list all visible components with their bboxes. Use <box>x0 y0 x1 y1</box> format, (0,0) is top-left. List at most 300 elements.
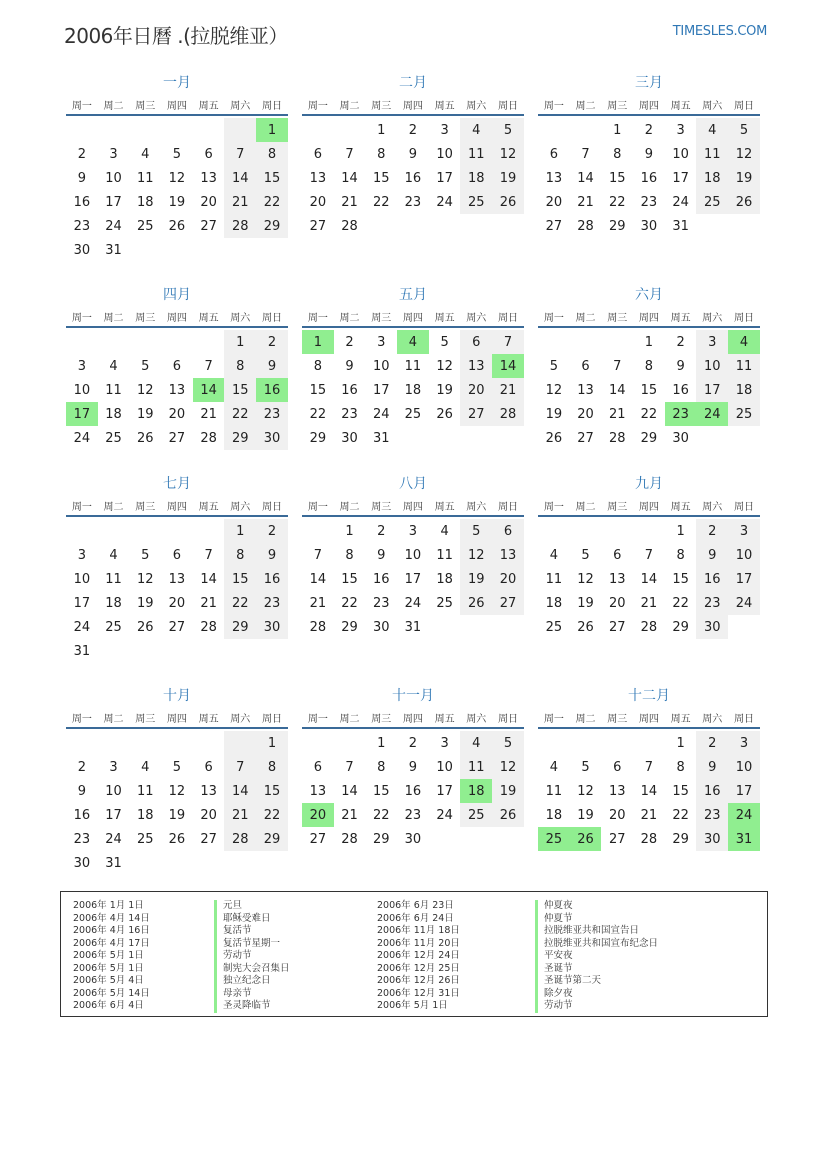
day-cell[interactable]: 2 <box>644 122 654 138</box>
day-cell[interactable]: 22 <box>256 803 288 827</box>
day-cell[interactable]: 5 <box>581 759 590 775</box>
day-cell[interactable]: 8 <box>613 146 622 162</box>
day-cell[interactable]: 2 <box>676 334 685 350</box>
day-cell[interactable]: 24 <box>73 430 91 446</box>
day-cell[interactable]: 18 <box>105 406 122 422</box>
day-cell[interactable]: 3 <box>728 731 760 755</box>
day-cell[interactable]: 27 <box>492 591 524 615</box>
day-cell[interactable]: 28 <box>341 218 358 234</box>
day-cell[interactable]: 13 <box>492 543 524 567</box>
day-cell[interactable]: 11 <box>460 142 492 166</box>
day-cell[interactable]: 9 <box>256 543 288 567</box>
day-cell[interactable]: 23 <box>696 803 728 827</box>
day-cell[interactable]: 11 <box>404 358 422 374</box>
day-cell[interactable]: 15 <box>672 783 689 799</box>
day-cell[interactable]: 15 <box>372 170 390 186</box>
day-cell[interactable]: 27 <box>309 218 327 234</box>
day-cell[interactable]: 7 <box>581 146 590 162</box>
day-cell[interactable]: 11 <box>136 170 154 186</box>
day-cell[interactable]: 27 <box>577 430 594 446</box>
day-cell[interactable]: 15 <box>256 779 288 803</box>
day-cell[interactable]: 9 <box>345 358 354 374</box>
day-cell[interactable]: 2 <box>256 519 288 543</box>
day-cell[interactable]: 4 <box>141 759 150 775</box>
day-cell[interactable]: 9 <box>408 146 418 162</box>
day-cell[interactable]: 25 <box>728 402 760 426</box>
day-cell[interactable]: 8 <box>676 759 685 775</box>
day-cell[interactable]: 30 <box>672 430 689 446</box>
day-cell[interactable]: 31 <box>105 855 122 871</box>
day-cell[interactable]: 30 <box>696 827 728 851</box>
day-cell[interactable]: 1 <box>224 330 256 354</box>
day-cell[interactable]: 6 <box>172 547 182 563</box>
day-cell[interactable]: 4 <box>460 731 492 755</box>
day-cell[interactable]: 18 <box>460 166 492 190</box>
day-cell[interactable]: 12 <box>136 571 154 587</box>
day-cell[interactable]: 20 <box>200 807 217 823</box>
day-cell[interactable]: 12 <box>460 543 492 567</box>
day-cell[interactable]: 12 <box>136 382 154 398</box>
day-cell[interactable]: 26 <box>168 831 186 847</box>
day-cell[interactable]: 12 <box>436 358 453 374</box>
day-cell[interactable]: 17 <box>696 378 728 402</box>
day-cell[interactable]: 17 <box>436 170 453 186</box>
day-cell[interactable]: 6 <box>460 330 492 354</box>
day-cell[interactable]: 22 <box>341 595 358 611</box>
day-cell[interactable]: 29 <box>224 426 256 450</box>
day-cell[interactable]: 15 <box>256 166 288 190</box>
holiday-day-cell[interactable]: 16 <box>256 378 288 402</box>
holiday-day-cell[interactable]: 14 <box>193 378 225 402</box>
day-cell[interactable]: 13 <box>200 170 217 186</box>
day-cell[interactable]: 11 <box>545 783 563 799</box>
day-cell[interactable]: 5 <box>141 358 150 374</box>
day-cell[interactable]: 12 <box>492 755 524 779</box>
day-cell[interactable]: 21 <box>640 595 658 611</box>
day-cell[interactable]: 12 <box>577 571 594 587</box>
day-cell[interactable]: 22 <box>372 807 390 823</box>
day-cell[interactable]: 6 <box>172 358 182 374</box>
day-cell[interactable]: 29 <box>224 615 256 639</box>
day-cell[interactable]: 9 <box>256 354 288 378</box>
day-cell[interactable]: 26 <box>168 218 186 234</box>
day-cell[interactable]: 19 <box>728 166 760 190</box>
day-cell[interactable]: 13 <box>460 354 492 378</box>
day-cell[interactable]: 9 <box>77 170 86 186</box>
day-cell[interactable]: 23 <box>640 194 658 210</box>
day-cell[interactable]: 7 <box>613 358 622 374</box>
day-cell[interactable]: 15 <box>608 170 626 186</box>
day-cell[interactable]: 27 <box>608 831 626 847</box>
day-cell[interactable]: 19 <box>492 166 524 190</box>
day-cell[interactable]: 25 <box>460 803 492 827</box>
day-cell[interactable]: 31 <box>105 242 122 258</box>
day-cell[interactable]: 10 <box>105 783 122 799</box>
day-cell[interactable]: 1 <box>613 122 622 138</box>
day-cell[interactable]: 14 <box>224 166 256 190</box>
day-cell[interactable]: 6 <box>313 759 322 775</box>
day-cell[interactable]: 28 <box>492 402 524 426</box>
day-cell[interactable]: 17 <box>728 567 760 591</box>
day-cell[interactable]: 1 <box>676 735 685 751</box>
day-cell[interactable]: 29 <box>608 218 626 234</box>
day-cell[interactable]: 13 <box>577 382 594 398</box>
day-cell[interactable]: 31 <box>372 430 390 446</box>
day-cell[interactable]: 27 <box>309 831 327 847</box>
day-cell[interactable]: 21 <box>608 406 626 422</box>
day-cell[interactable]: 17 <box>372 382 390 398</box>
day-cell[interactable]: 30 <box>73 242 91 258</box>
day-cell[interactable]: 25 <box>696 190 728 214</box>
day-cell[interactable]: 20 <box>168 595 186 611</box>
day-cell[interactable]: 28 <box>608 430 626 446</box>
day-cell[interactable]: 29 <box>672 619 689 635</box>
day-cell[interactable]: 11 <box>105 382 122 398</box>
day-cell[interactable]: 15 <box>640 382 658 398</box>
day-cell[interactable]: 25 <box>436 595 453 611</box>
holiday-day-cell[interactable]: 18 <box>460 779 492 803</box>
day-cell[interactable]: 28 <box>341 831 358 847</box>
day-cell[interactable]: 21 <box>224 803 256 827</box>
day-cell[interactable]: 7 <box>204 358 213 374</box>
day-cell[interactable]: 22 <box>608 194 626 210</box>
day-cell[interactable]: 28 <box>309 619 327 635</box>
day-cell[interactable]: 2 <box>377 523 386 539</box>
holiday-day-cell[interactable]: 1 <box>302 330 334 354</box>
day-cell[interactable]: 7 <box>644 759 654 775</box>
day-cell[interactable]: 27 <box>200 218 217 234</box>
day-cell[interactable]: 7 <box>224 142 256 166</box>
day-cell[interactable]: 25 <box>136 831 154 847</box>
day-cell[interactable]: 26 <box>136 619 154 635</box>
day-cell[interactable]: 22 <box>309 406 327 422</box>
day-cell[interactable]: 14 <box>309 571 327 587</box>
day-cell[interactable]: 19 <box>168 194 186 210</box>
day-cell[interactable]: 14 <box>640 571 658 587</box>
day-cell[interactable]: 13 <box>168 382 186 398</box>
day-cell[interactable]: 11 <box>436 547 453 563</box>
day-cell[interactable]: 8 <box>377 759 386 775</box>
day-cell[interactable]: 10 <box>73 382 91 398</box>
day-cell[interactable]: 28 <box>200 430 217 446</box>
day-cell[interactable]: 23 <box>73 218 91 234</box>
day-cell[interactable]: 24 <box>672 194 689 210</box>
day-cell[interactable]: 8 <box>256 755 288 779</box>
day-cell[interactable]: 13 <box>200 783 217 799</box>
day-cell[interactable]: 26 <box>436 406 453 422</box>
day-cell[interactable]: 29 <box>341 619 358 635</box>
day-cell[interactable]: 22 <box>640 406 658 422</box>
day-cell[interactable]: 28 <box>640 619 658 635</box>
holiday-day-cell[interactable]: 14 <box>492 354 524 378</box>
day-cell[interactable]: 3 <box>440 122 449 138</box>
day-cell[interactable]: 22 <box>256 190 288 214</box>
day-cell[interactable]: 21 <box>224 190 256 214</box>
day-cell[interactable]: 21 <box>492 378 524 402</box>
day-cell[interactable]: 17 <box>73 595 91 611</box>
day-cell[interactable]: 21 <box>341 194 358 210</box>
day-cell[interactable]: 1 <box>345 523 354 539</box>
day-cell[interactable]: 27 <box>545 218 563 234</box>
day-cell[interactable]: 17 <box>404 571 422 587</box>
day-cell[interactable]: 20 <box>200 194 217 210</box>
day-cell[interactable]: 7 <box>204 547 213 563</box>
day-cell[interactable]: 31 <box>672 218 689 234</box>
day-cell[interactable]: 5 <box>440 334 449 350</box>
holiday-day-cell[interactable]: 31 <box>728 827 760 851</box>
day-cell[interactable]: 15 <box>341 571 358 587</box>
day-cell[interactable]: 26 <box>545 430 563 446</box>
day-cell[interactable]: 3 <box>440 735 449 751</box>
day-cell[interactable]: 23 <box>341 406 358 422</box>
day-cell[interactable]: 6 <box>492 519 524 543</box>
day-cell[interactable]: 21 <box>200 406 217 422</box>
day-cell[interactable]: 13 <box>608 783 626 799</box>
day-cell[interactable]: 16 <box>404 783 422 799</box>
day-cell[interactable]: 12 <box>728 142 760 166</box>
day-cell[interactable]: 7 <box>644 547 654 563</box>
day-cell[interactable]: 1 <box>377 735 386 751</box>
day-cell[interactable]: 14 <box>577 170 594 186</box>
day-cell[interactable]: 23 <box>404 807 422 823</box>
day-cell[interactable]: 3 <box>77 547 86 563</box>
day-cell[interactable]: 28 <box>224 214 256 238</box>
day-cell[interactable]: 7 <box>492 330 524 354</box>
day-cell[interactable]: 4 <box>696 118 728 142</box>
day-cell[interactable]: 10 <box>372 358 390 374</box>
day-cell[interactable]: 6 <box>204 759 213 775</box>
site-logo[interactable]: TIMESLES.COM <box>672 24 767 39</box>
day-cell[interactable]: 8 <box>644 358 654 374</box>
day-cell[interactable]: 1 <box>377 122 386 138</box>
day-cell[interactable]: 20 <box>608 807 626 823</box>
day-cell[interactable]: 10 <box>436 759 453 775</box>
day-cell[interactable]: 4 <box>109 547 118 563</box>
day-cell[interactable]: 6 <box>581 358 590 374</box>
day-cell[interactable]: 5 <box>728 118 760 142</box>
day-cell[interactable]: 8 <box>676 547 685 563</box>
holiday-day-cell[interactable]: 17 <box>66 402 98 426</box>
day-cell[interactable]: 3 <box>676 122 685 138</box>
day-cell[interactable]: 10 <box>696 354 728 378</box>
day-cell[interactable]: 15 <box>224 567 256 591</box>
day-cell[interactable]: 12 <box>545 382 563 398</box>
day-cell[interactable]: 3 <box>408 523 418 539</box>
day-cell[interactable]: 13 <box>168 571 186 587</box>
day-cell[interactable]: 10 <box>436 146 453 162</box>
day-cell[interactable]: 30 <box>696 615 728 639</box>
day-cell[interactable]: 5 <box>492 731 524 755</box>
day-cell[interactable]: 18 <box>545 595 563 611</box>
day-cell[interactable]: 11 <box>105 571 122 587</box>
day-cell[interactable]: 16 <box>640 170 658 186</box>
day-cell[interactable]: 27 <box>200 831 217 847</box>
day-cell[interactable]: 16 <box>73 194 91 210</box>
day-cell[interactable]: 8 <box>256 142 288 166</box>
day-cell[interactable]: 15 <box>224 378 256 402</box>
day-cell[interactable]: 27 <box>168 619 186 635</box>
day-cell[interactable]: 24 <box>436 807 453 823</box>
day-cell[interactable]: 22 <box>372 194 390 210</box>
day-cell[interactable]: 29 <box>256 214 288 238</box>
day-cell[interactable]: 13 <box>309 783 327 799</box>
day-cell[interactable]: 20 <box>309 194 327 210</box>
day-cell[interactable]: 20 <box>460 378 492 402</box>
day-cell[interactable]: 5 <box>581 547 590 563</box>
day-cell[interactable]: 6 <box>204 146 213 162</box>
day-cell[interactable]: 11 <box>136 783 154 799</box>
day-cell[interactable]: 30 <box>341 430 358 446</box>
day-cell[interactable]: 26 <box>460 591 492 615</box>
day-cell[interactable]: 24 <box>436 194 453 210</box>
day-cell[interactable]: 21 <box>200 595 217 611</box>
day-cell[interactable]: 15 <box>672 571 689 587</box>
day-cell[interactable]: 24 <box>728 591 760 615</box>
day-cell[interactable]: 27 <box>168 430 186 446</box>
day-cell[interactable]: 6 <box>613 547 622 563</box>
day-cell[interactable]: 19 <box>168 807 186 823</box>
day-cell[interactable]: 29 <box>309 430 327 446</box>
day-cell[interactable]: 5 <box>460 519 492 543</box>
day-cell[interactable]: 4 <box>460 118 492 142</box>
day-cell[interactable]: 2 <box>345 334 354 350</box>
day-cell[interactable]: 14 <box>640 783 658 799</box>
day-cell[interactable]: 28 <box>577 218 594 234</box>
day-cell[interactable]: 29 <box>672 831 689 847</box>
day-cell[interactable]: 14 <box>341 170 358 186</box>
day-cell[interactable]: 30 <box>256 426 288 450</box>
day-cell[interactable]: 8 <box>224 543 256 567</box>
day-cell[interactable]: 16 <box>696 567 728 591</box>
day-cell[interactable]: 28 <box>640 831 658 847</box>
day-cell[interactable]: 19 <box>492 779 524 803</box>
day-cell[interactable]: 9 <box>676 358 685 374</box>
day-cell[interactable]: 12 <box>168 783 186 799</box>
day-cell[interactable]: 4 <box>141 146 150 162</box>
day-cell[interactable]: 13 <box>545 170 563 186</box>
day-cell[interactable]: 4 <box>109 358 118 374</box>
day-cell[interactable]: 1 <box>256 731 288 755</box>
day-cell[interactable]: 17 <box>105 807 122 823</box>
day-cell[interactable]: 21 <box>577 194 594 210</box>
day-cell[interactable]: 25 <box>136 218 154 234</box>
day-cell[interactable]: 26 <box>136 430 154 446</box>
day-cell[interactable]: 30 <box>640 218 658 234</box>
day-cell[interactable]: 25 <box>545 619 563 635</box>
day-cell[interactable]: 11 <box>545 571 563 587</box>
day-cell[interactable]: 18 <box>136 194 154 210</box>
day-cell[interactable]: 19 <box>577 807 594 823</box>
day-cell[interactable]: 24 <box>404 595 422 611</box>
day-cell[interactable]: 23 <box>73 831 91 847</box>
day-cell[interactable]: 15 <box>309 382 327 398</box>
day-cell[interactable]: 22 <box>672 595 689 611</box>
day-cell[interactable]: 18 <box>436 571 453 587</box>
day-cell[interactable]: 12 <box>492 142 524 166</box>
day-cell[interactable]: 9 <box>696 755 728 779</box>
day-cell[interactable]: 2 <box>408 735 418 751</box>
day-cell[interactable]: 17 <box>436 783 453 799</box>
day-cell[interactable]: 22 <box>224 402 256 426</box>
day-cell[interactable]: 9 <box>377 547 386 563</box>
day-cell[interactable]: 20 <box>577 406 594 422</box>
holiday-day-cell[interactable]: 26 <box>570 827 602 851</box>
day-cell[interactable]: 18 <box>404 382 422 398</box>
day-cell[interactable]: 28 <box>224 827 256 851</box>
day-cell[interactable]: 25 <box>105 430 122 446</box>
day-cell[interactable]: 7 <box>224 755 256 779</box>
day-cell[interactable]: 23 <box>256 402 288 426</box>
day-cell[interactable]: 10 <box>404 547 422 563</box>
day-cell[interactable]: 25 <box>105 619 122 635</box>
day-cell[interactable]: 5 <box>492 118 524 142</box>
day-cell[interactable]: 24 <box>105 831 122 847</box>
day-cell[interactable]: 26 <box>492 803 524 827</box>
day-cell[interactable]: 14 <box>608 382 626 398</box>
day-cell[interactable]: 23 <box>256 591 288 615</box>
day-cell[interactable]: 19 <box>545 406 563 422</box>
day-cell[interactable]: 30 <box>404 831 422 847</box>
holiday-day-cell[interactable]: 23 <box>665 402 697 426</box>
holiday-day-cell[interactable]: 24 <box>728 803 760 827</box>
day-cell[interactable]: 14 <box>341 783 358 799</box>
day-cell[interactable]: 3 <box>696 330 728 354</box>
day-cell[interactable]: 20 <box>545 194 563 210</box>
day-cell[interactable]: 18 <box>545 807 563 823</box>
day-cell[interactable]: 10 <box>728 755 760 779</box>
day-cell[interactable]: 2 <box>696 519 728 543</box>
day-cell[interactable]: 17 <box>728 779 760 803</box>
day-cell[interactable]: 7 <box>345 759 354 775</box>
day-cell[interactable]: 4 <box>549 547 558 563</box>
day-cell[interactable]: 21 <box>309 595 327 611</box>
day-cell[interactable]: 16 <box>404 170 422 186</box>
day-cell[interactable]: 13 <box>309 170 327 186</box>
holiday-day-cell[interactable]: 4 <box>728 330 760 354</box>
day-cell[interactable]: 2 <box>77 146 86 162</box>
day-cell[interactable]: 25 <box>404 406 422 422</box>
day-cell[interactable]: 11 <box>460 755 492 779</box>
day-cell[interactable]: 24 <box>73 619 91 635</box>
day-cell[interactable]: 18 <box>696 166 728 190</box>
day-cell[interactable]: 6 <box>313 146 322 162</box>
day-cell[interactable]: 5 <box>141 547 150 563</box>
day-cell[interactable]: 15 <box>372 783 390 799</box>
day-cell[interactable]: 31 <box>73 643 91 659</box>
day-cell[interactable]: 8 <box>345 547 354 563</box>
day-cell[interactable]: 9 <box>408 759 418 775</box>
day-cell[interactable]: 11 <box>696 142 728 166</box>
day-cell[interactable]: 10 <box>728 543 760 567</box>
day-cell[interactable]: 11 <box>728 354 760 378</box>
day-cell[interactable]: 3 <box>728 519 760 543</box>
day-cell[interactable]: 10 <box>73 571 91 587</box>
day-cell[interactable]: 16 <box>372 571 390 587</box>
day-cell[interactable]: 25 <box>460 190 492 214</box>
day-cell[interactable]: 27 <box>608 619 626 635</box>
day-cell[interactable]: 3 <box>109 759 118 775</box>
day-cell[interactable]: 2 <box>256 330 288 354</box>
day-cell[interactable]: 4 <box>549 759 558 775</box>
day-cell[interactable]: 2 <box>696 731 728 755</box>
day-cell[interactable]: 3 <box>109 146 118 162</box>
day-cell[interactable]: 7 <box>313 547 322 563</box>
holiday-day-cell[interactable]: 25 <box>538 827 570 851</box>
day-cell[interactable]: 30 <box>372 619 390 635</box>
day-cell[interactable]: 23 <box>372 595 390 611</box>
day-cell[interactable]: 9 <box>77 783 86 799</box>
day-cell[interactable]: 16 <box>696 779 728 803</box>
